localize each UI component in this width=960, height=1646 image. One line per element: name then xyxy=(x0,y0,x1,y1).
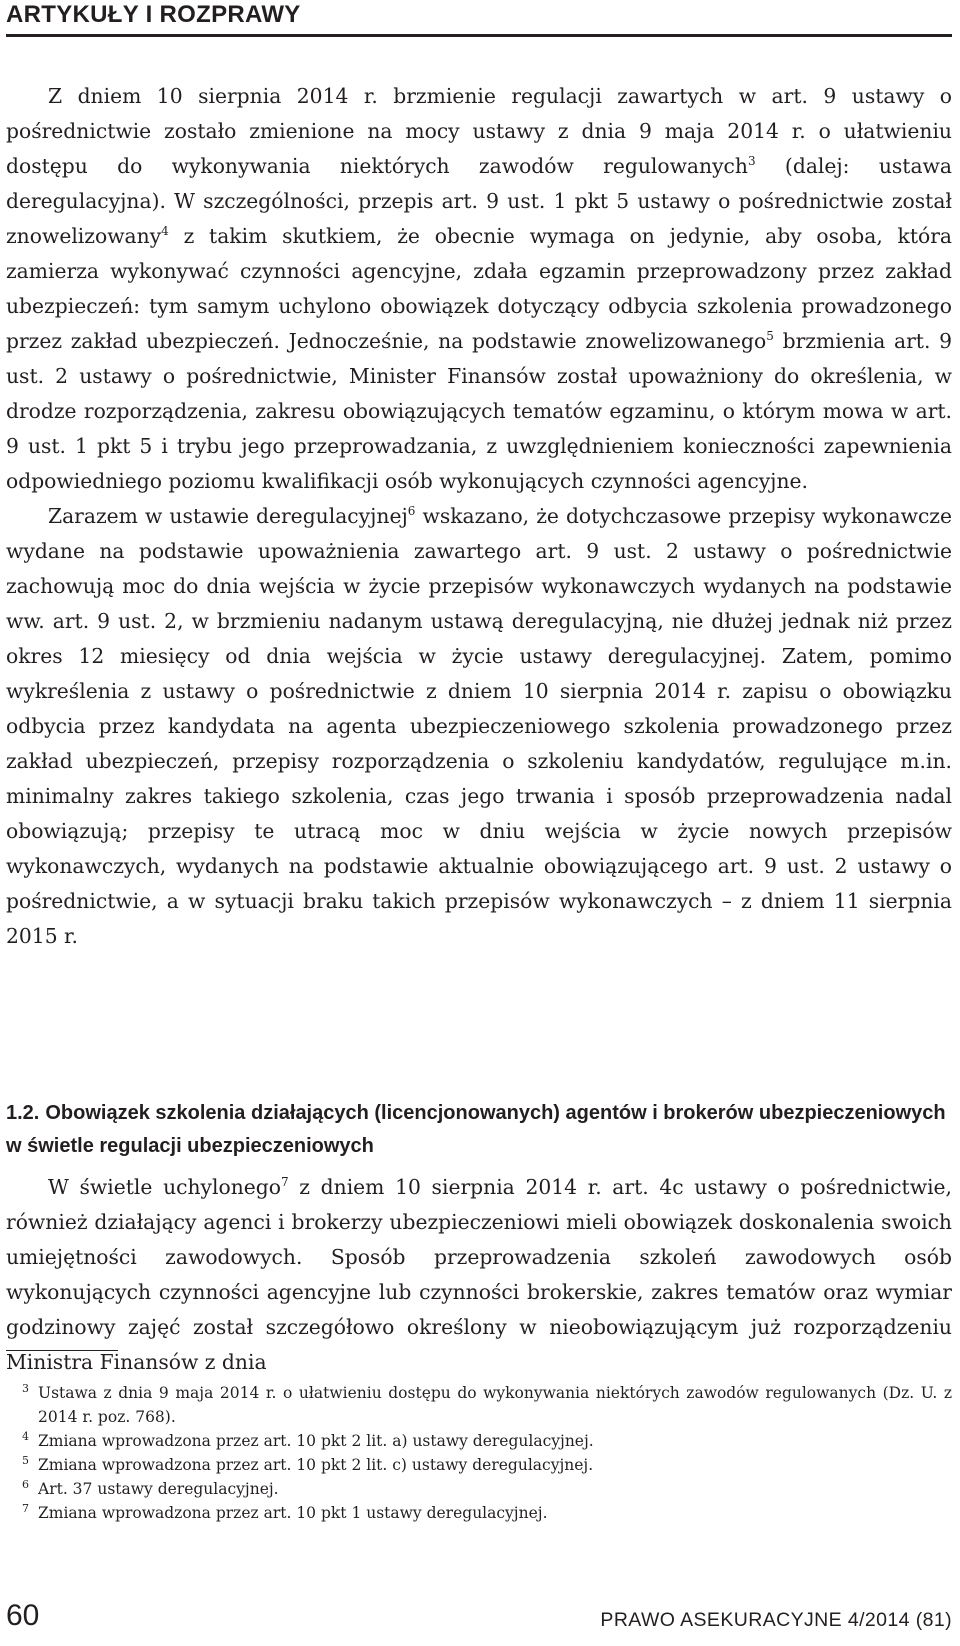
footnote-text: Ustawa z dnia 9 maja 2014 r. o ułatwieniu dostępu do wykonywania niektórych zawodów regulowanych (Dz. U. z 2014 r. poz. 768). xyxy=(38,1384,952,1426)
running-header xyxy=(6,0,952,37)
footnote-separator xyxy=(6,1350,118,1351)
journal-footer: PRAWO ASEKURACYJNE 4/2014 (81) xyxy=(600,1609,952,1631)
footnote-ref-5[interactable]: 5 xyxy=(766,329,774,343)
paragraph-2: Zarazem w ustawie deregulacyjnej$^6$ wskazano, że dotychczasowe przepisy wykonawcze wydane na podstawie upoważnienia zawartego art. 9 ust. 2 ustawy o pośrednictwie zachowują moc do dnia wejścia w życie przepisów wykonawczych wydanych na podstawie ww. art. 9 ust. 2, w brzmieniu nadanym ustawą deregulacyjną, nie dłużej jednak niż przez okres 12 miesięcy od dnia wejścia w życie ustawy deregulacyjnej. Zatem, pomimo wykreślenia z ustawy o pośrednictwie z dniem 10 sierpnia 2014 r. zapisu o obowiązku odbycia przez kandydata na agenta ubezpieczeniowego szkolenia prowadzonego przez zakład ubezpieczeń, przepisy rozporządzenia o szkoleniu kandydatów, regulujące m.in. minimalny zakres takiego szkolenia, czas jego trwania i sposób przeprowadzenia nadal obowiązują; przepisy te utracą moc w dniu wejścia w życie nowych przepisów wykonawczych, wydanych na podstawie aktualnie obowiązującego art. 9 ust. 2 ustawy o pośrednictwie, a w sytuacji braku takich przepisów wykonawczych – z dniem 11 sierpnia 2015 r. xyxy=(6,504,952,948)
footnote-number: 7 xyxy=(22,1502,29,1515)
body-text-upper xyxy=(6,79,952,954)
footnotes xyxy=(6,1381,952,1525)
footnote-ref-3[interactable]: 3 xyxy=(747,154,756,168)
footnote-ref-7[interactable]: 7 xyxy=(280,1175,289,1189)
section-title: Obowiązek szkolenia działających (licencjonowanych) agentów i brokerów ubezpieczeniowych w świetle regulacji ubezpieczeniowych xyxy=(6,1102,946,1157)
footnote-text: Zmiana wprowadzona przez art. 10 pkt 1 ustawy deregulacyjnej. xyxy=(38,1504,548,1522)
section-heading xyxy=(6,1097,952,1163)
footnote xyxy=(6,1477,952,1501)
footnote xyxy=(6,1381,952,1429)
footnote-text: Art. 37 ustawy deregulacyjnej. xyxy=(38,1480,279,1498)
footnote-number: 6 xyxy=(22,1478,29,1491)
footnote-ref-6[interactable]: 6 xyxy=(407,504,416,518)
section-number: 1.2. xyxy=(6,1102,40,1124)
body-text-lower xyxy=(6,1170,952,1380)
footnote-number: 5 xyxy=(22,1454,29,1467)
footnote-text: Zmiana wprowadzona przez art. 10 pkt 2 lit. a) ustawy deregulacyjnej. xyxy=(38,1432,594,1450)
footnote xyxy=(6,1429,952,1453)
page-number: 60 xyxy=(6,1599,40,1632)
footnote-number: 3 xyxy=(22,1382,29,1395)
footnote-ref-4[interactable]: 4 xyxy=(161,224,169,238)
paragraph-1: Z dniem 10 sierpnia 2014 r. brzmienie regulacji zawartych w art. 9 ustawy o pośrednictwie zostało zmienione na mocy ustawy z dnia 9 maja 2014 r. o ułatwieniu dostępu do wykonywania niektórych zawodów regulowanych$^3$ (dalej: ustawa deregulacyjna). W szczególności, przepis art. 9 ust. 1 pkt 5 ustawy o pośrednictwie został znowelizowany$^4$ z takim skutkiem, że obecnie wymaga on jedynie, aby osoba, która zamierza wykonywać czynności agencyjne, zdała egzamin przeprowadzony przez zakład ubezpieczeń: tym samym uchylono obowiązek dotyczący odbycia szkolenia prowadzonego przez zakład ubezpieczeń. Jednocześnie, na podstawie znowelizowanego$^5$ brzmienia art. 9 ust. 2 ustawy o pośrednictwie, Minister Finansów został upoważniony do określenia, w drodze rozporządzenia, zakresu obowiązujących tematów egzaminu, o którym mowa w art. 9 ust. 1 pkt 5 i trybu jego przeprowadzania, z uwzględnieniem konieczności zapewnienia odpowiedniego poziomu kwalifikacji osób wykonujących czynności agencyjne. xyxy=(6,84,952,493)
footnote-text: Zmiana wprowadzona przez art. 10 pkt 2 lit. c) ustawy deregulacyjnej. xyxy=(38,1456,594,1474)
footnote xyxy=(6,1453,952,1477)
section-header-title: ARTYKUŁY I ROZPRAWY xyxy=(6,1,301,28)
paragraph-3: W świetle uchylonego$^7$ z dniem 10 sierpnia 2014 r. art. 4c ustawy o pośrednictwie, również działający agenci i brokerzy ubezpieczeniowi mieli obowiązek doskonalenia swoich umiejętności zawodowych. Sposób przeprowadzenia szkoleń zawodowych osób wykonujących czynności agencyjne lub czynności brokerskie, zakres tematów oraz wymiar godzinowy zajęć został szczegółowo określony w nieobowiązującym już rozporządzeniu Ministra Finansów z dnia xyxy=(6,1175,953,1374)
footnote-number: 4 xyxy=(22,1430,29,1443)
footnote xyxy=(6,1501,952,1525)
